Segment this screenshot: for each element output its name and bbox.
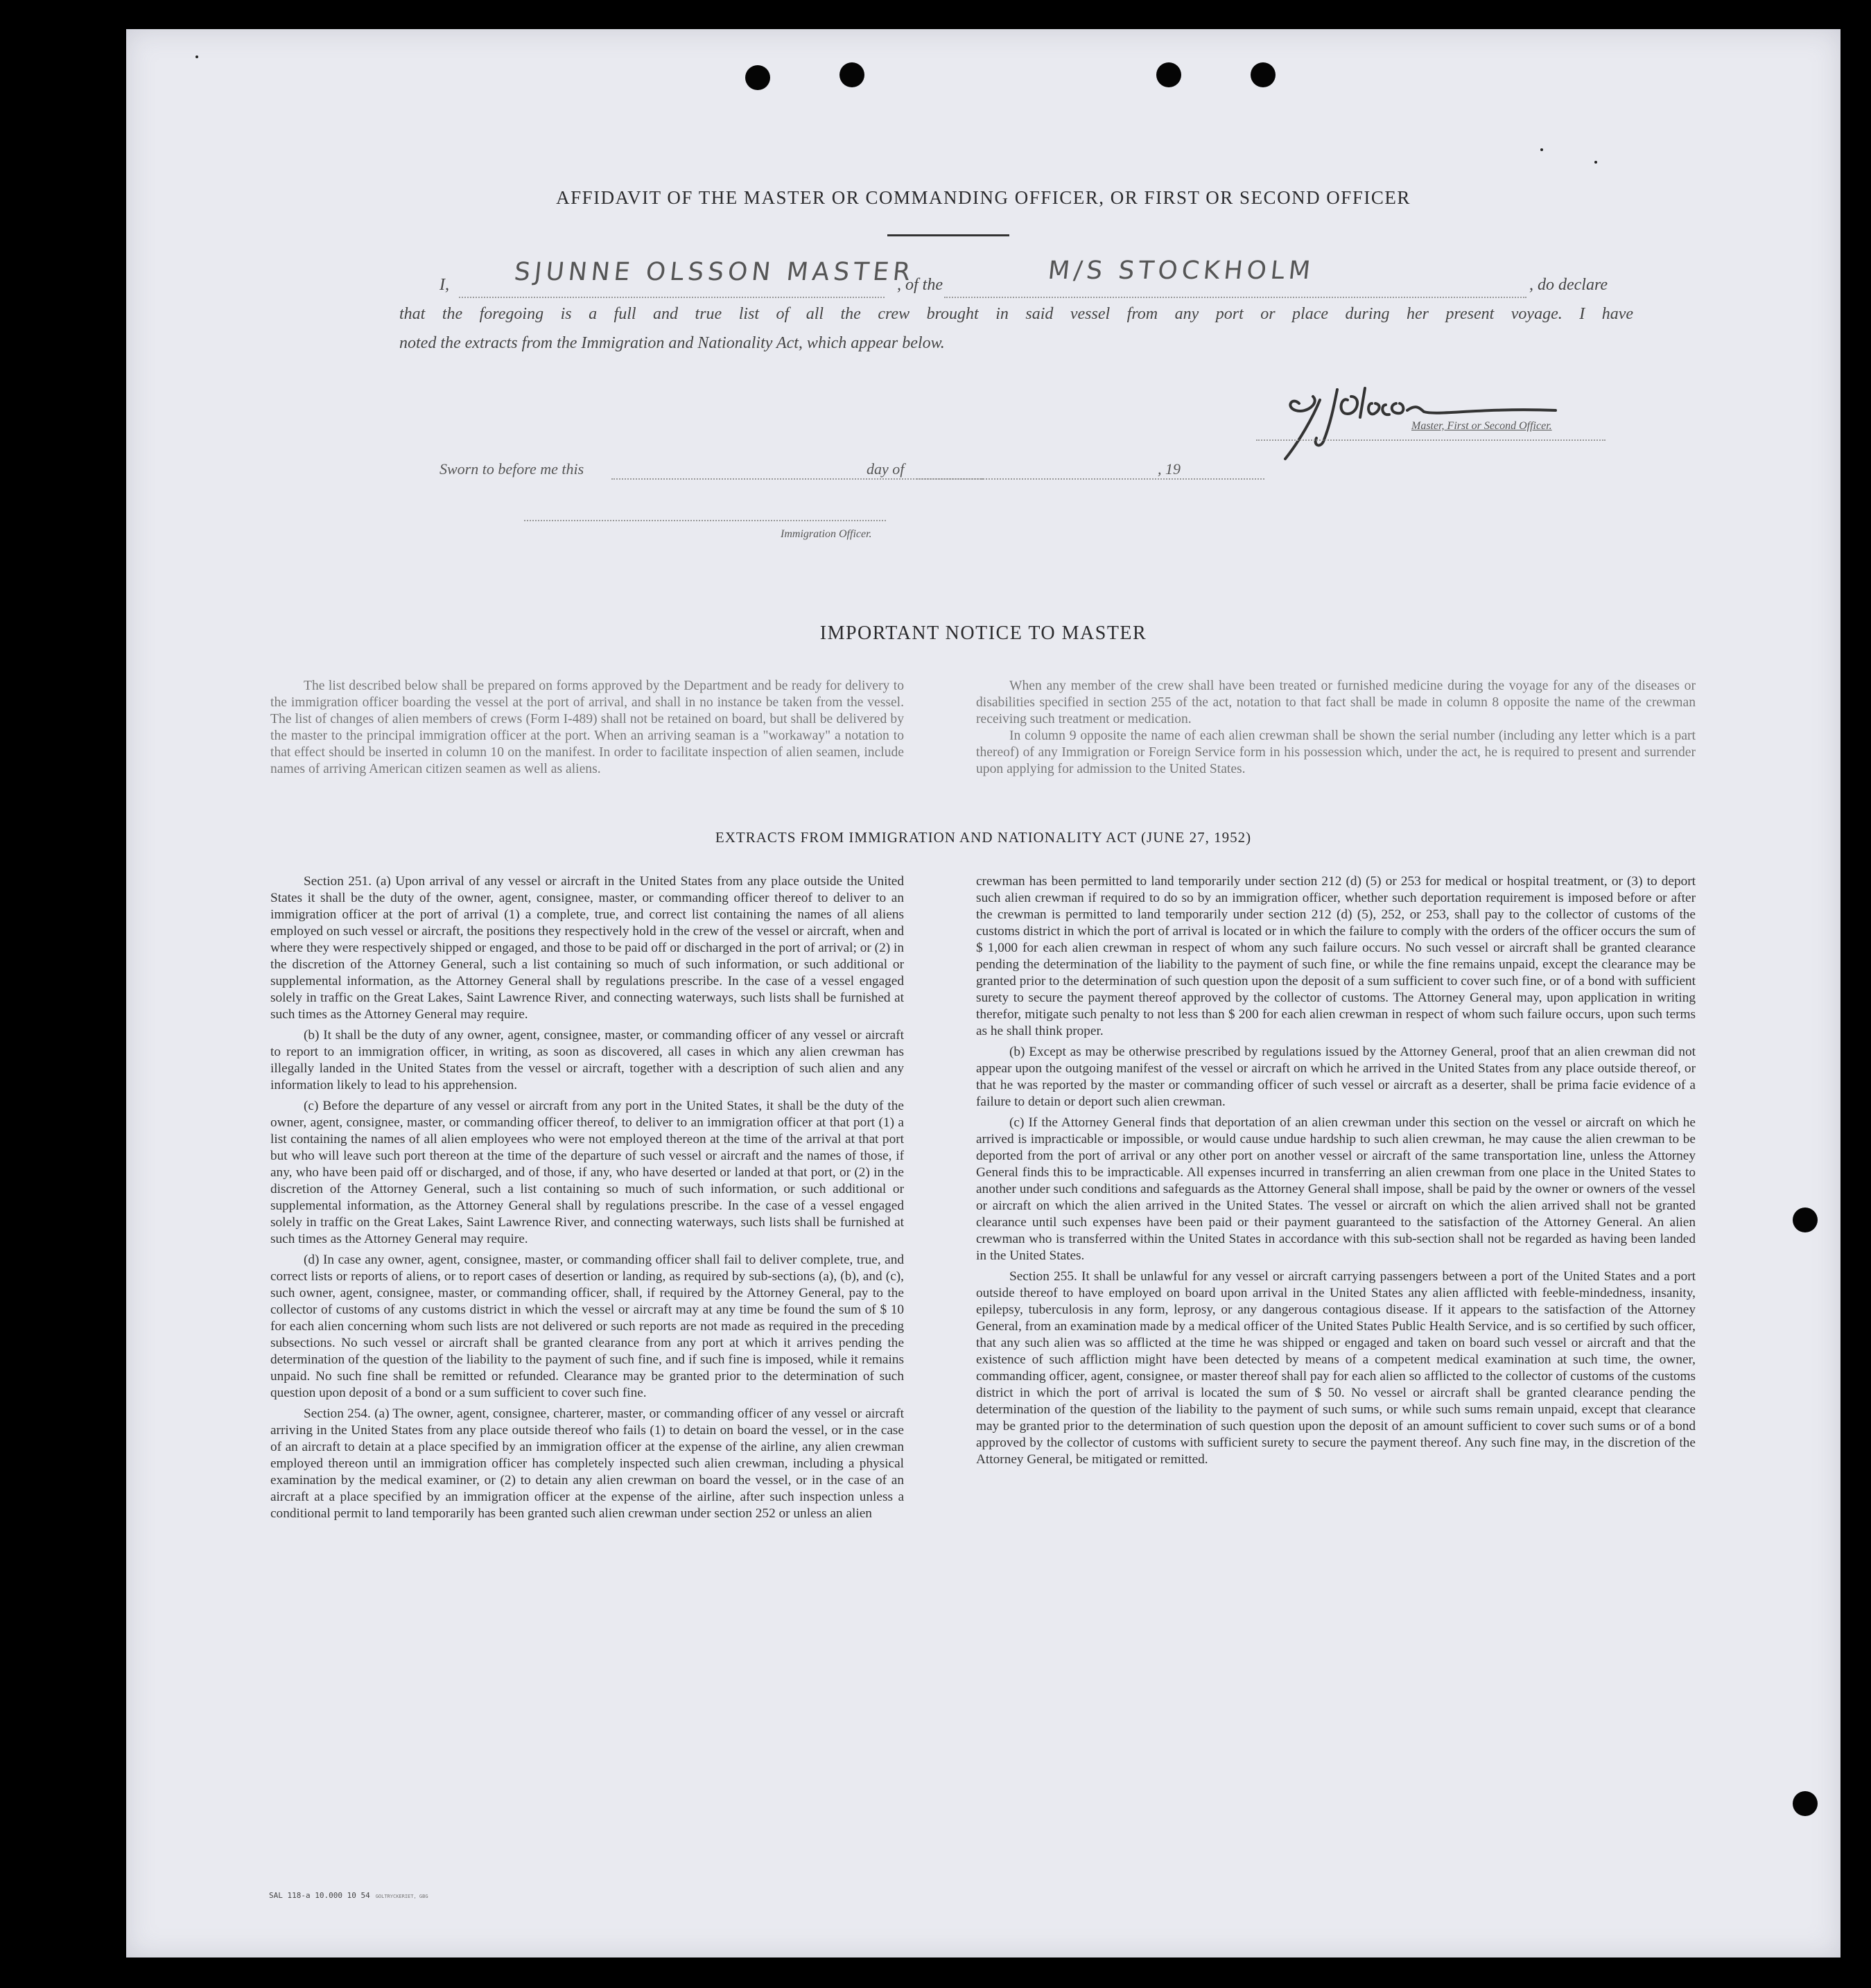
declaration-line-3: noted the extracts from the Immigration and Nationality Act, which appear below. (399, 334, 945, 352)
punch-hole (1156, 62, 1181, 87)
section-254a-cont: crewman has been permitted to land temporarily under section 212 (d) (5) or 253 for medical or hospital treatment, or (3) to deport such alien crewman if required to do so by an immigration officer, whether such deportation requirement is imposed before or after the crewman is permitted to land temporarily under section 212 (d) (5), 252, or 253, shall pay to the collector of customs of the customs district in which the port of arrival is located or in which the failure to comply with the orders of the officer occurs the sum of $ 1,000 for each alien crewman in respect of whom any such failure occurs. No such vessel or aircraft shall be granted clearance pending the determination of the liability to the payment of such fine, or while the fine remains unpaid, except the clearance may be granted prior to the determination of such question upon the deposit of a sum sufficient to cover such fine, or of a bond with sufficient surety to secure the payment thereof approved by the collector of customs. The Attorney General may, upon application in writing therefor, mitigate such penalty to not less than $ 200 for each alien crewman in respect of whom such failure occurs, upon such terms as he shall think proper. (976, 874, 1696, 1038)
name-line (459, 297, 885, 298)
notice-title: IMPORTANT NOTICE TO MASTER (819, 622, 1147, 644)
section-254a: Section 254. (a) The owner, agent, consignee, charterer, master, or commanding officer of any vessel or aircraft arriving in the United States from any place outside thereof who fails (1) to detain on board the vessel, or in the case of an aircraft to detain at a place specified by an immigration officer at the expense of the airline, any alien crewman employed thereon until an immigration officer has completely inspected such alien crewman, including a physical examination by the medical examiner, or (2) to detain any alien crewman on board the vessel, or in the case of an aircraft at a place specified by an immigration officer at the expense of the airline, after such inspection unless a conditional permit to land temporarily has been granted such alien crewman under section 252 or unless an alien (270, 1406, 904, 1521)
form-code: SAL 118-a 10.000 10 54 (269, 1891, 370, 1900)
title-rule (887, 234, 1009, 236)
extracts-right-column (976, 873, 1696, 1472)
extracts-title: EXTRACTS FROM IMMIGRATION AND NATIONALITY ACT (JUNE 27, 1952) (715, 829, 1252, 846)
section-254b: (b) Except as may be otherwise prescribed by regulations issued by the Attorney General, proof that an alien crewman did not appear upon the outgoing manifest of the vessel or aircraft on which he arrived in the United States from any place outside thereof, or that he was reported by the master or commanding officer of such vessel or aircraft as a deserter, shall be prima facie evidence of a failure to detain or deport such alien crewman. (976, 1045, 1696, 1109)
declaration-line-2: that the foregoing is a full and true list of all the crew brought in said vessel from any port or place during her present voyage. I have (399, 305, 1633, 323)
signature-line (1256, 439, 1605, 441)
notice-left-paragraph: The list described below shall be prepared on forms approved by the Department and be ready for delivery to the immigration officer boarding the vessel at the port of arrival, and shall in no instance be taken from the vessel. The list of changes of alien members of crews (Form I-489) shall not be retained on board, but shall be delivered by the master to the principal immigration officer at the port. When an arriving seaman is a "workaway" a notation to that effect should be inserted in column 10 on the manifest. In order to facilitate inspection of alien seamen, include names of arriving American citizen seamen as well as aliens. (270, 679, 904, 776)
speck (1594, 161, 1597, 164)
punch-hole (1793, 1791, 1818, 1816)
speck (1540, 148, 1543, 151)
officer-sign-line (524, 520, 886, 521)
punch-hole (745, 65, 770, 90)
immigration-officer-label: Immigration Officer. (781, 528, 872, 540)
speck (195, 55, 198, 58)
notice-right-column (976, 678, 1696, 778)
printer-mark: GOLTRYCKERIET, GBG (375, 1894, 428, 1899)
section-251c: (c) Before the departure of any vessel or aircraft from any port in the United States, it shall be the duty of the owner, agent, consignee, master, or commanding officer thereof, to deliver to an immigration officer at that port (1) a list containing the names of all alien employees who were not employed thereon at the time of the arrival at that port but who will leave such port thereon at the time of the departure of such vessel or aircraft and the names of those, if any, who have been paid off or discharged, and of those, if any, who have deserted or landed at that port, or (2) in the discretion of the Attorney General, such a list containing so much of such information, or such additional or supplemental information, as the Attorney General shall by regulations prescribe. In the case of a vessel engaged solely in traffic on the Great Lakes, Saint Lawrence River, and connecting waterways, such lists shall be furnished at such times as the Attorney General may require. (270, 1099, 904, 1246)
master-name-handwritten: SJUNNE OLSSON MASTER (512, 258, 916, 286)
punch-hole (1793, 1207, 1818, 1232)
sworn-label: Sworn to before me this (440, 460, 584, 478)
notice-right-paragraph-1: When any member of the crew shall have been treated or furnished medicine during the voyage for any of the diseases or disabilities specified in section 255 of the act, notation to that fact shall be made in column 8 opposite the name of the crewman receiving such treatment or medication. (976, 679, 1696, 726)
punch-hole (839, 62, 864, 87)
notice-right-paragraph-2: In column 9 opposite the name of each alien crewman shall be shown the serial number (including any letter which is a part thereof) of any Immigration or Foreign Service form in his possession which, under the act, he is required to present and surrender upon applying for admission to the United States. (976, 729, 1696, 776)
section-251d: (d) In case any owner, agent, consignee, master, or commanding officer shall fail to deliver complete, true, and correct lists or reports of aliens, or to report cases of desertion or landing, as required by sub-sections (a), (b), and (c), such owner, agent, consignee, master, or commanding officer, shall, if required by the Attorney General, pay to the collector of customs of any customs district in which the vessel or aircraft may at any time be found the sum of $ 10 for each alien concerning whom such lists are not delivered or such reports are not made as required in the preceding subsections. No such vessel or aircraft shall be granted clearance from any port at which it arrives pending the determination of the question of the liability to the payment of such fine, and if such fine is imposed, while it remains unpaid. No such fine shall be remitted or refunded. Clearance may be granted prior to the determination of such question upon deposit of a bond or a sum sufficient to cover such fine. (270, 1253, 904, 1400)
notice-left-column (270, 678, 904, 778)
section-251a: Section 251. (a) Upon arrival of any vessel or aircraft in the United States from any place outside the United States it shall be the duty of the owner, agent, consignee, master, or commanding officer thereof to deliver to an immigration officer at the port of arrival (1) a complete, true, and correct list containing the names of all aliens employed on such vessel or aircraft, the positions they respectively hold in the crew of the vessel or aircraft, when and where they were respectively shipped or engaged, and those to be paid off or discharged in the port of arrival; or (2) in the discretion of the Attorney General, such a list containing so much of such information, or such additional or supplemental information, as the Attorney General shall by regulations prescribe. In the case of a vessel engaged solely in traffic on the Great Lakes, Saint Lawrence River, and connecting waterways, such lists shall be furnished at such times as the Attorney General may require. (270, 874, 904, 1022)
affidavit-title: AFFIDAVIT OF THE MASTER OR COMMANDING OFFICER, OR FIRST OR SECOND OFFICER (556, 187, 1411, 208)
of-the-label: , of the (897, 276, 943, 294)
vessel-line (944, 297, 1526, 298)
day-of-label: day of (867, 460, 905, 478)
section-255: Section 255. It shall be unlawful for any vessel or aircraft carrying passengers between a port of the United States and a port outside thereof to have employed on board upon arrival in the United States any alien afflicted with feeble-mindedness, insanity, epilepsy, tuberculosis in any form, leprosy, or any dangerous contagious disease. If it appears to the satisfaction of the Attorney General, from an examination made by a medical officer of the United States Public Health Service, and is so certified by such officer, that any such alien was so afflicted at the time he was shipped or engaged and taken on board such vessel or aircraft and that the existence of such affliction might have been detected by means of a competent medical examination at such time, the owner, commanding officer, agent, consignee, or master thereof shall pay for each alien so afflicted to the collector of customs of the customs district in which the port of arrival is located the sum of $ 50. No vessel or aircraft shall be granted clearance pending the determination of the question of the liability to the payment of such sums, or while such sums remain unpaid, except that clearance may be granted prior to the determination of such question upon the deposit of an amount sufficient to cover such sums or of a bond approved by the collector of customs with sufficient surety to secure the payment thereof. Any such fine may, in the discretion of the Attorney General, be mitigated or remitted. (976, 1269, 1696, 1467)
punch-hole (1251, 62, 1276, 87)
do-declare-label: , do declare (1529, 276, 1608, 294)
section-251b: (b) It shall be the duty of any owner, agent, consignee, master, or commanding officer of any vessel or aircraft to report to an immigration officer, in writing, as soon as discovered, all cases in which any alien crewman has illegally landed in the United States from the vessel or aircraft, together with a description of such alien and any information likely to lead to his apprehension. (270, 1028, 904, 1092)
month-line (916, 478, 1264, 480)
vessel-name-handwritten: M/S STOCKHOLM (1046, 256, 1316, 285)
i-label: I, (440, 276, 449, 294)
year-label: , 19 (1158, 460, 1181, 478)
extracts-left-column (270, 873, 904, 1526)
master-officer-label: Master, First or Second Officer. (1411, 420, 1552, 432)
document-page (126, 29, 1840, 1958)
section-254c: (c) If the Attorney General finds that deportation of an alien crewman under this section on the vessel or aircraft on which he arrived is impracticable or impossible, or would cause undue hardship to such alien crewman, he may cause the alien crewman to be deported from the port of arrival or any other port on another vessel or aircraft of the same transportation line, unless the Attorney General finds this to be impracticable. All expenses incurred in transferring an alien crewman from one place in the United States to another under such conditions and safeguards as the Attorney General shall impose, shall be paid by the owner or owners of the vessel or aircraft on which the alien arrived in the United States. The vessel or aircraft on which the alien arrived shall not be granted clearance until such expenses have been paid or their payment guaranteed to the satisfaction of the Attorney General. An alien crewman who is transferred within the United States in accordance with this sub-section shall not be regarded as having been landed in the United States. (976, 1115, 1696, 1263)
form-footer (269, 1891, 428, 1900)
